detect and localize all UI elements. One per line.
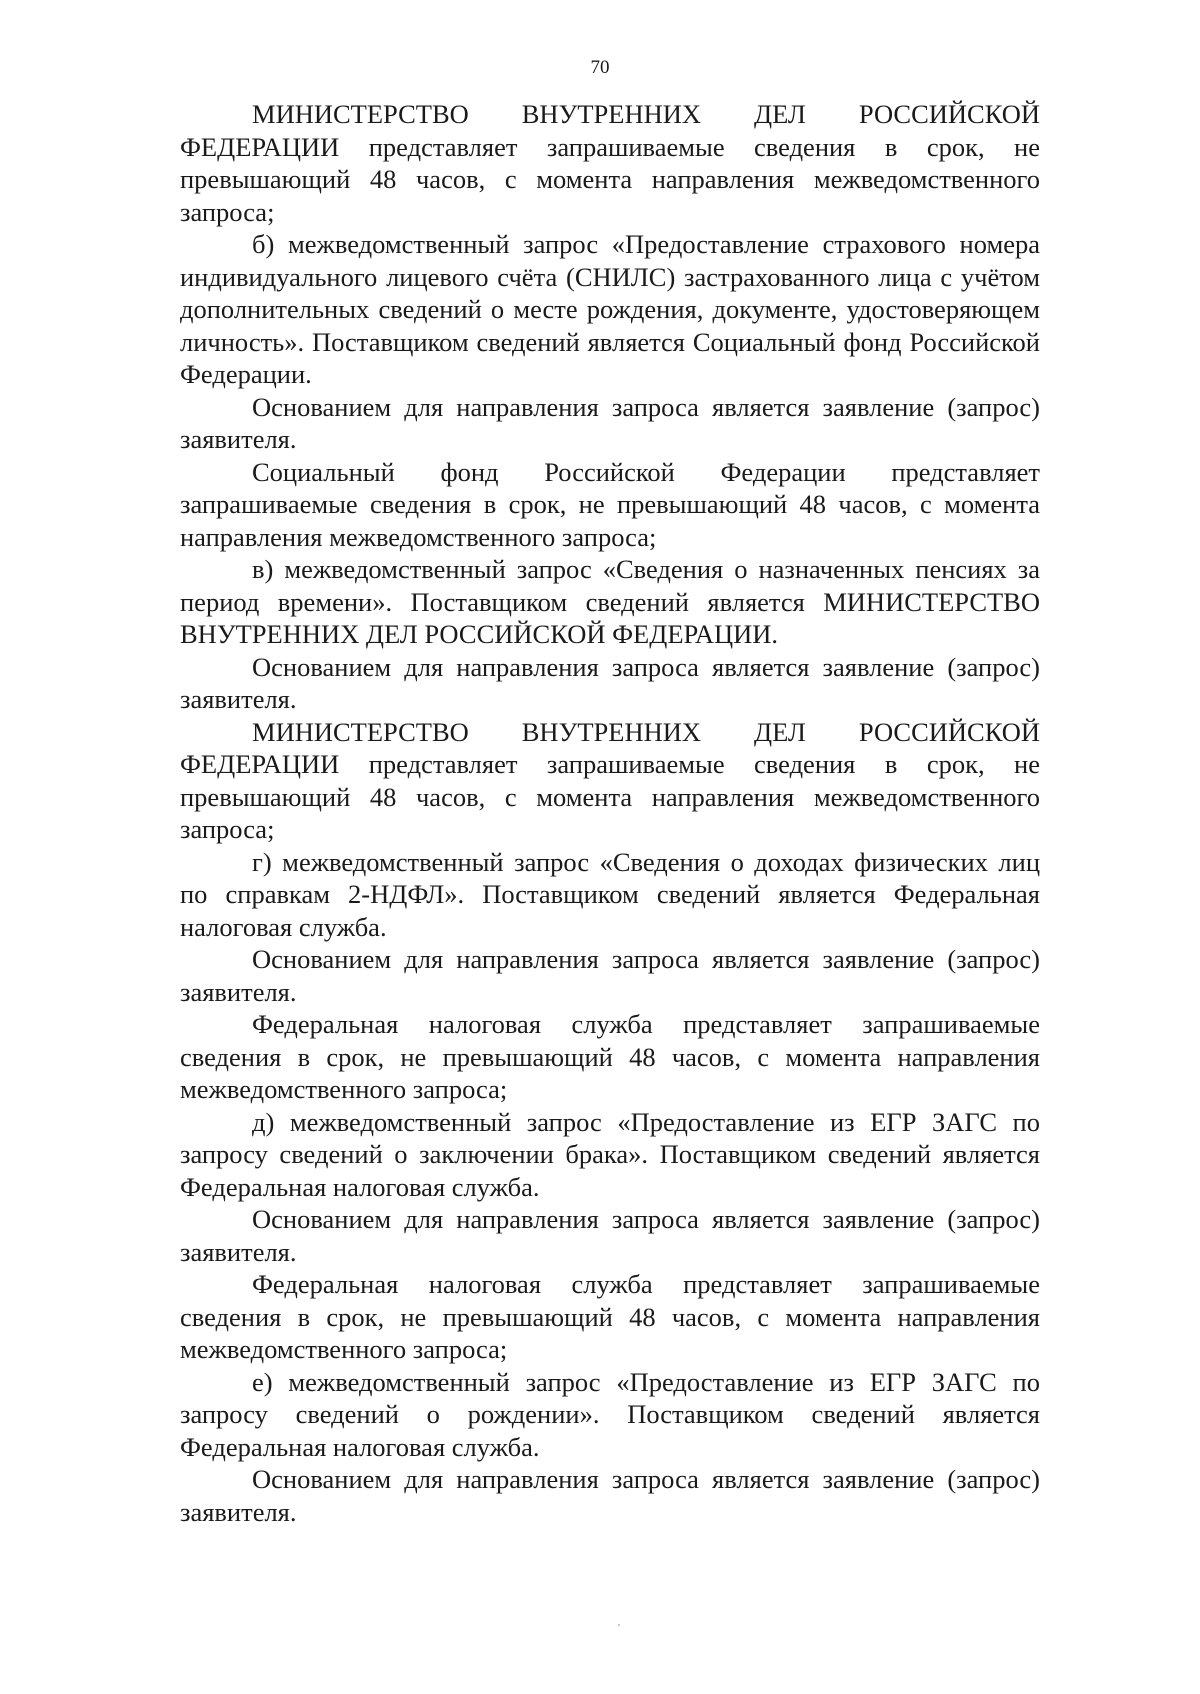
paragraph-basis-4: Основанием для направления запроса является заявление (запрос) заявителя. [180,1204,1040,1267]
paragraph-basis-1: Основанием для направления запроса является заявление (запрос) заявителя. [180,391,1040,454]
paragraph-mvd-response-1: МИНИСТЕРСТВО ВНУТРЕННИХ ДЕЛ РОССИЙСКОЙ ФЕДЕРАЦИИ представляет запрашиваемые сведения в срок, не превышающий 48 часов, с момента направления межведомственного запроса; [180,99,1040,227]
paragraph-fns-response-2: Федеральная налоговая служба представляет запрашиваемые сведения в срок, не превышающий 48 часов, с момента направления межведомственного запроса; [180,1269,1040,1364]
paragraph-item-g: г) межведомственный запрос «Сведения о доходах физических лиц по справкам 2-НДФЛ». Поставщиком сведений является Федеральная налоговая служба. [180,846,1040,942]
paragraph-sfr-response: Социальный фонд Российской Федерации представляет запрашиваемые сведения в срок, не превышающий 48 часов, с момента направления межведомственного запроса; [180,456,1040,552]
paragraph-item-e: е) межведомственный запрос «Предоставление из ЕГР ЗАГС по запросу сведений о рождении». Поставщиком сведений является Федеральная налоговая служба. [180,1366,1040,1462]
paragraph-mvd-response-2: МИНИСТЕРСТВО ВНУТРЕННИХ ДЕЛ РОССИЙСКОЙ ФЕДЕРАЦИИ представляет запрашиваемые сведения в срок, не превышающий 48 часов, с момента направления межведомственного запроса; [180,716,1040,844]
page-number: 70 [590,57,610,78]
paragraph-item-v: в) межведомственный запрос «Сведения о назначенных пенсиях за период времени». Поставщиком сведений является МИНИСТЕРСТВО ВНУТРЕННИХ ДЕЛ РОССИЙСКОЙ ФЕДЕРАЦИИ. [180,554,1040,649]
scan-speck [618,1624,620,1626]
paragraph-basis-3: Основанием для направления запроса является заявление (запрос) заявителя. [180,944,1040,1007]
paragraph-basis-2: Основанием для направления запроса является заявление (запрос) заявителя. [180,651,1040,714]
paragraph-basis-5: Основанием для направления запроса является заявление (запрос) заявителя. [180,1464,1040,1527]
paragraph-fns-response-1: Федеральная налоговая служба представляет запрашиваемые сведения в срок, не превышающий 48 часов, с момента направления межведомственного запроса; [180,1009,1040,1104]
document-body [180,98,1040,1528]
paragraph-item-b: б) межведомственный запрос «Предоставление страхового номера индивидуального лицевого счёта (СНИЛС) застрахованного лица с учётом дополнительных сведений о месте рождения, документе, удостоверяющем личность». Поставщиком сведений является Социальный фонд Российской Федерации. [180,229,1040,389]
paragraph-item-d: д) межведомственный запрос «Предоставление из ЕГР ЗАГС по запросу сведений о заключении брака». Поставщиком сведений является Федеральная налоговая служба. [180,1106,1040,1202]
